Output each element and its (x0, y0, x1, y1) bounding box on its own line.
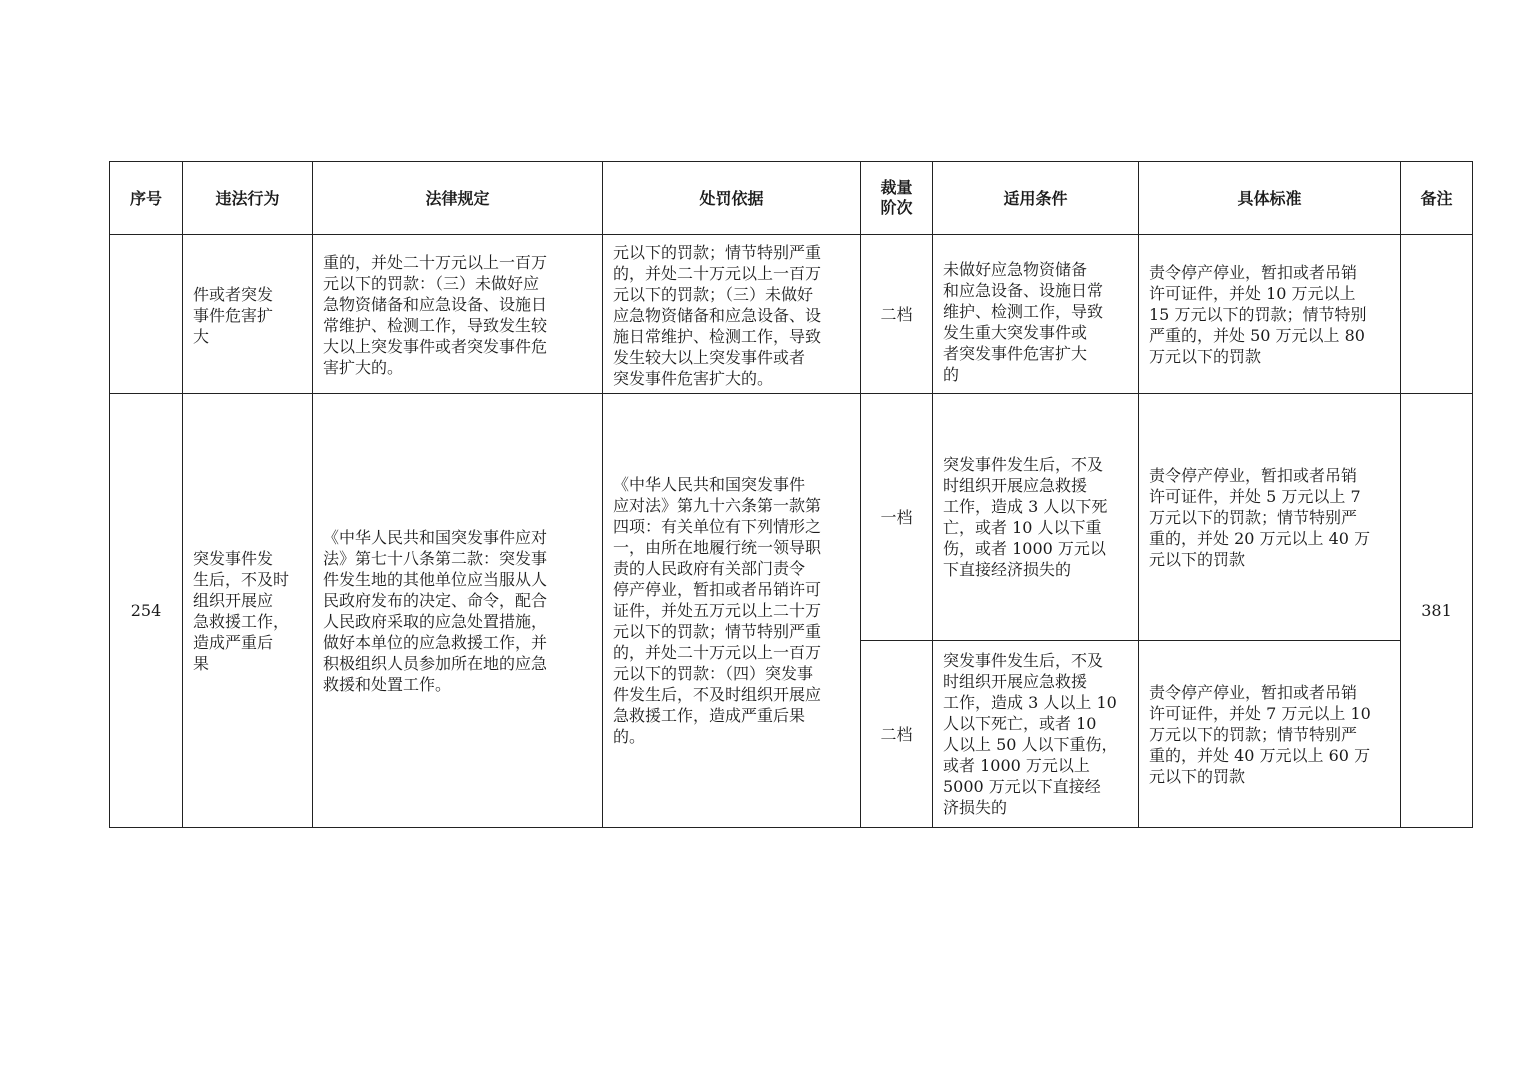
cell-behavior (183, 235, 313, 394)
text-line: 事件危害扩 (193, 305, 274, 325)
text-block (1139, 682, 1400, 787)
text-line: 法》第七十八条第二款：突发事 (323, 548, 548, 568)
text-line: 工作，造成 3 人以下死 (943, 497, 1108, 516)
text-line: 件发生后，不及时组织开展应 (613, 685, 822, 704)
text-line: 大 (193, 326, 210, 346)
text-line: 5000 万元以下直接经 (943, 777, 1101, 796)
cell-law (313, 235, 603, 394)
text-block (183, 282, 312, 347)
cell-note: 381 (1401, 394, 1473, 828)
table-row (110, 235, 1473, 394)
text-line: 严重的，并处 50 万元以上 80 (1149, 325, 1365, 345)
header-behavior: 违法行为 (183, 162, 313, 235)
cell-grade: 二档 (861, 235, 933, 394)
text-line: 突发事件危害扩大的。 (613, 368, 774, 388)
text-line: 突发事件发生后，不及 (943, 455, 1104, 474)
text-block (1139, 262, 1400, 367)
text-line: 重的，并处二十万元以上一百万 (323, 253, 548, 272)
cell-condition (933, 235, 1139, 394)
text-line: 施日常维护、检测工作，导致 (613, 326, 822, 346)
cell-behavior (183, 394, 313, 828)
text-line: 工作，造成 3 人以上 10 (943, 693, 1117, 712)
header-standard: 具体标准 (1139, 162, 1401, 235)
text-line: 发生较大以上突发事件或者 (613, 347, 806, 367)
text-line: 积极组织人员参加所在地的应急 (323, 653, 548, 673)
text-line: 元以下的罚款 (1149, 549, 1246, 569)
text-block (933, 243, 1138, 385)
text-line: 一，由所在地履行统一领导职 (613, 538, 822, 557)
text-line: 做好本单位的应急救援工作，并 (323, 632, 548, 652)
text-line: 民政府发布的决定、命令，配合 (323, 590, 548, 610)
text-line: 发生重大突发事件或 (943, 323, 1088, 342)
text-line: 责令停产停业，暂扣或者吊销 (1149, 465, 1358, 485)
text-line: 证件，并处五万元以上二十万 (613, 601, 822, 620)
cell-grade: 一档 (861, 394, 933, 641)
text-line: 突发事件发生后，不及 (943, 651, 1104, 670)
text-line: 元以下的罚款 (1149, 766, 1246, 786)
text-line: 的，并处二十万元以上一百万 (613, 643, 822, 662)
cell-grade: 二档 (861, 641, 933, 828)
text-line: 的，并处二十万元以上一百万 (613, 263, 822, 283)
text-line: 和应急设备、设施日常 (943, 281, 1104, 300)
text-line: 元以下的罚款；情节特别严重 (613, 242, 822, 262)
text-line: 万元以下的罚款 (1149, 346, 1262, 366)
text-line: 人以下死亡，或者 10 (943, 714, 1097, 733)
text-line: 果 (193, 653, 210, 673)
text-line: 急物资储备和应急设备、设施日 (323, 295, 548, 314)
text-line: 未做好应急物资储备 (943, 260, 1088, 279)
text-line: 责的人民政府有关部门责令 (613, 559, 806, 578)
text-line: 万元以下的罚款；情节特别严 (1149, 507, 1358, 527)
text-line: 许可证件，并处 7 万元以上 10 (1149, 703, 1371, 723)
cell-condition (933, 641, 1139, 828)
text-line: 人民政府采取的应急处置措施， (323, 611, 548, 631)
text-line: 或者 1000 万元以上 (943, 756, 1090, 775)
text-line: 停产停业，暂扣或者吊销许可 (613, 580, 822, 599)
cell-standard (1139, 394, 1401, 641)
text-block (183, 548, 312, 674)
text-line: 生后，不及时 (193, 569, 290, 589)
text-block (603, 474, 860, 747)
text-block (313, 527, 602, 695)
text-line: 大以上突发事件或者突发事件危 (323, 337, 548, 356)
penalty-standards-table (109, 161, 1473, 828)
cell-condition (933, 394, 1139, 641)
text-block (933, 650, 1138, 818)
text-line: 组织开展应 (193, 590, 274, 610)
header-law: 法律规定 (313, 162, 603, 235)
header-note: 备注 (1401, 162, 1473, 235)
text-line: 的。 (613, 727, 646, 746)
text-line: 应对法》第九十六条第一款第 (613, 496, 822, 515)
text-line: 者突发事件危害扩大 (943, 344, 1088, 363)
cell-standard (1139, 235, 1401, 394)
text-line: 《中华人民共和国突发事件应对 (323, 527, 548, 547)
text-line: 害扩大的。 (323, 358, 404, 377)
text-line: 维护、检测工作，导致 (943, 302, 1104, 321)
header-grade (861, 162, 933, 235)
text-block (313, 250, 602, 378)
header-grade-line: 阶次 (880, 198, 913, 217)
text-line: 亡，或者 10 人以下重 (943, 518, 1102, 537)
text-block (1139, 465, 1400, 570)
text-line: 元以下的罚款；情节特别严重 (613, 622, 822, 641)
text-block (603, 240, 860, 389)
text-line: 重的，并处 40 万元以上 60 万 (1149, 745, 1371, 765)
cell-basis (603, 235, 861, 394)
cell-basis (603, 394, 861, 828)
cell-seq: 254 (110, 394, 183, 828)
text-line: 人以上 50 人以下重伤， (943, 735, 1118, 754)
text-line: 重的，并处 20 万元以上 40 万 (1149, 528, 1371, 548)
text-line: 的 (943, 365, 960, 384)
cell-seq (110, 235, 183, 394)
table-header-row (110, 162, 1473, 235)
text-line: 件或者突发 (193, 284, 274, 304)
text-line: 责令停产停业，暂扣或者吊销 (1149, 262, 1358, 282)
text-line: 许可证件，并处 10 万元以上 (1149, 283, 1356, 303)
cell-law (313, 394, 603, 828)
header-condition: 适用条件 (933, 162, 1139, 235)
text-line: 15 万元以下的罚款；情节特别 (1149, 304, 1367, 324)
text-line: 济损失的 (943, 798, 1008, 817)
text-line: 下直接经济损失的 (943, 560, 1072, 579)
text-line: 救援和处置工作。 (323, 674, 452, 694)
text-line: 万元以下的罚款；情节特别严 (1149, 724, 1358, 744)
text-line: 元以下的罚款；（三）未做好 (613, 284, 814, 304)
cell-note (1401, 235, 1473, 394)
cell-standard (1139, 641, 1401, 828)
text-line: 责令停产停业，暂扣或者吊销 (1149, 682, 1358, 702)
text-line: 《中华人民共和国突发事件 (613, 475, 806, 494)
text-line: 伤，或者 1000 万元以 (943, 539, 1106, 558)
text-line: 急救援工作， (193, 611, 290, 631)
text-line: 时组织开展应急救援 (943, 672, 1088, 691)
text-line: 急救援工作，造成严重后果 (613, 706, 806, 725)
text-line: 时组织开展应急救援 (943, 476, 1088, 495)
text-line: 四项：有关单位有下列情形之 (613, 517, 822, 536)
text-line: 造成严重后 (193, 632, 274, 652)
text-line: 元以下的罚款：（三）未做好应 (323, 274, 540, 293)
text-line: 件发生地的其他单位应当服从人 (323, 569, 548, 589)
text-line: 应急物资储备和应急设备、设 (613, 305, 822, 325)
text-block (933, 454, 1138, 580)
text-line: 许可证件，并处 5 万元以上 7 (1149, 486, 1361, 506)
table-row (110, 394, 1473, 641)
header-basis: 处罚依据 (603, 162, 861, 235)
text-line: 元以下的罚款：（四）突发事 (613, 664, 814, 683)
text-line: 突发事件发 (193, 548, 274, 568)
header-seq: 序号 (110, 162, 183, 235)
text-line: 常维护、检测工作，导致发生较 (323, 316, 548, 335)
header-grade-line: 裁量 (880, 178, 913, 197)
